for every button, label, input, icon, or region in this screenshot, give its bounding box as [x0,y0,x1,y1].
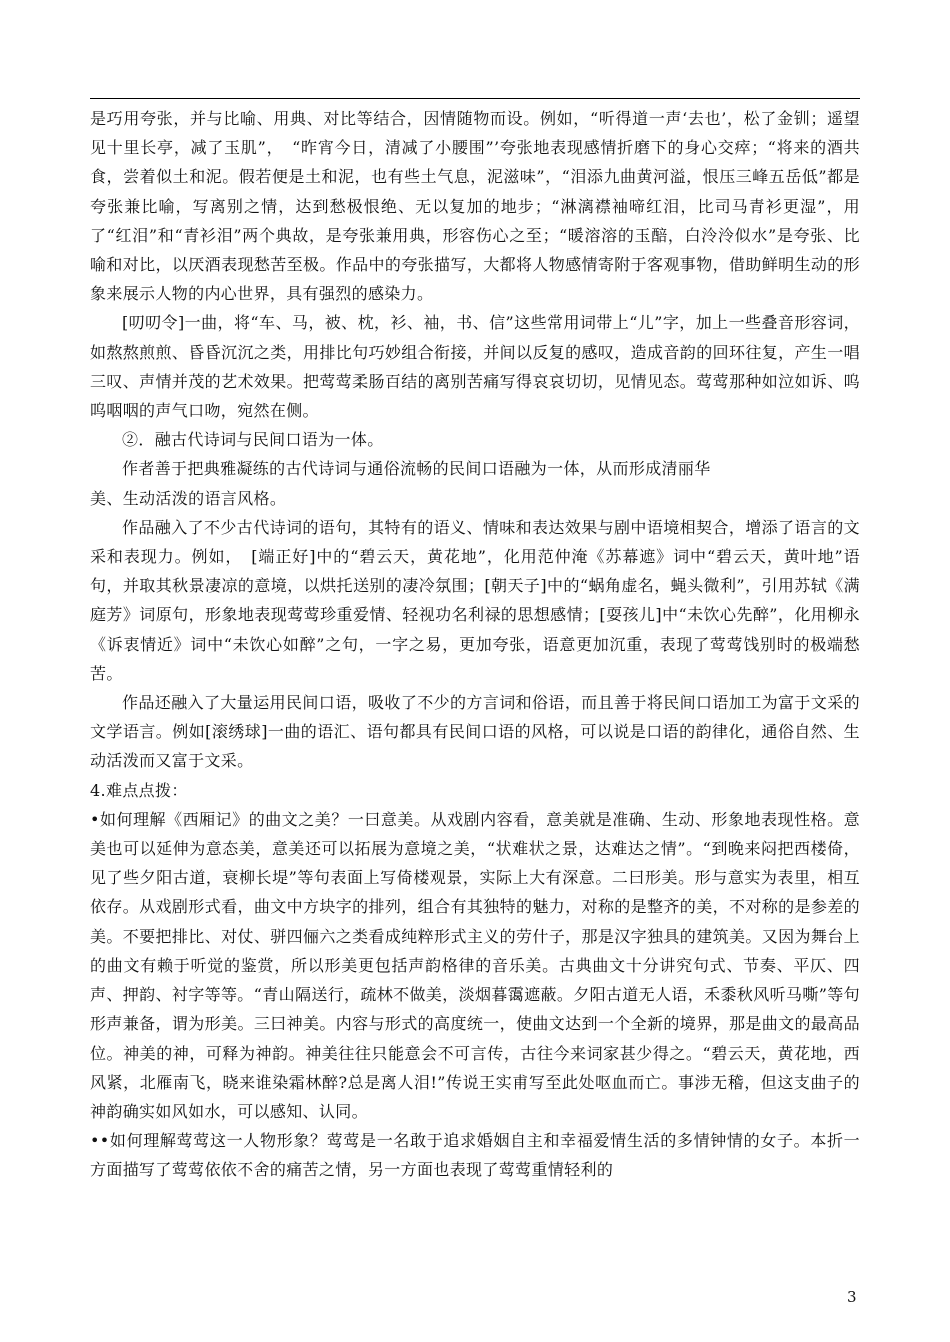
section-heading-difficulties: 4.难点点拨： [90,780,188,800]
header-rule [90,98,860,99]
paragraph-style-intro-continued: 美、生动活泼的语言风格。 [90,488,287,508]
paragraph-style-intro: 作者善于把典雅凝练的古代诗词与通俗流畅的民间口语融为一体，从而形成清丽华 [122,459,711,479]
paragraph-yingying-character: ••如何理解莺莺这一人物形象？莺莺是一名敢于追求婚姻自主和幸福爱情生活的多情钟情的女子。本折一方面描写了莺莺依依不舍的痛苦之情，另一方面也表现了莺莺重情轻利的 [90,1131,860,1180]
paragraph-beauty-of-lyrics: •如何理解《西厢记》的曲文之美？一曰意美。从戏剧内容看，意美就是准确、生动、形象地表现性格。意美也可以延伸为意态美，意美还可以拓展为意境之美，“状难状之景，达难达之情”。“到晚来闷把西楼倚，见了些夕阳古道，衰柳长堤”等句表面上写倚楼观景，实际上大有深意。二曰形美。形与意实为表里，相互依存。从戏剧形式看，曲文中方块字的排列，组合有其独特的魅力，对称的是整齐的美，不对称的是参差的美。不要把排比、对仗、骈四俪六之类看成纯粹形式主义的劳什子，那是汉字独具的建筑美。又因为舞台上的曲文有赖于听觉的鉴赏，所以形美更包括声韵格律的音乐美。古典曲文十分讲究句式、节奏、平仄、四声、押韵、衬字等等。“青山隔送行，疏林不做美，淡烟暮霭遮蔽。夕阳古道无人语，禾黍秋风听马嘶”等句形声兼备，谓为形美。三曰神美。内容与形式的高度统一，使曲文达到一个全新的境界，那是曲文的最高品位。神美的神，可释为神韵。神美往往只能意会不可言传，古往今来词家甚少得之。“碧云天，黄花地，西风紧，北雁南飞，晓来谁染霜林醉?总是离人泪!”传说王实甫写至此处呕血而亡。事涉无稽，但这支曲子的神韵确实如风如水，可以感知、认同。 [90,809,860,1121]
body-text [90,104,860,1185]
paragraph-colloquial-language: 作品还融入了大量运用民间口语，吸收了不少的方言词和俗语，而且善于将民间口语加工为富于文采的文学语言。例如[滚绣球]一曲的语汇、语句都具有民间口语的风格，可以说是口语的韵律化，通俗自然、生动活泼而又富于文采。 [90,693,860,771]
section-heading-poetry-colloquial: ②．融古代诗词与民间口语为一体。 [122,430,384,450]
paragraph-daodaoling: [叨叨令]一曲，将“车、马，被、枕，衫、袖，书、信”这些常用词带上“儿”字，加上一些叠音形容词，如熬熬煎煎、昏昏沉沉之类，用排比句巧妙组合衔接，并间以反复的感叹，造成音韵的回环往复，产生一唱三叹、声情并茂的艺术效果。把莺莺柔肠百结的离别苦痛写得哀哀切切，见情见态。莺莺那种如泣如诉、呜呜咽咽的声气口吻，宛然在侧。 [90,313,860,421]
paragraph-classical-poetry: 作品融入了不少古代诗词的语句，其特有的语义、情味和表达效果与剧中语境相契合，增添了语言的文采和表现力。例如， [端正好]中的“碧云天，黄花地”，化用范仲淹《苏幕遮》词中“碧云天，黄叶地”语句，并取其秋景凄凉的意境，以烘托送别的凄冷氛围；[朝天子]中的“蜗角虚名，蝇头微利”，引用苏轼《满庭芳》词原句，形象地表现莺莺珍重爱情、轻视功名利禄的思想感情；[耍孩儿]中“未饮心先醉”，化用柳永《诉衷情近》词中“未饮心如醉”之句，一字之易，更加夸张，语意更加沉重，表现了莺莺饯别时的极端愁苦。 [90,517,860,683]
paragraph-hyperbole: 是巧用夸张，并与比喻、用典、对比等结合，因情随物而设。例如，“听得道一声‘去也’，松了金钏；遥望见十里长亭，减了玉肌”， “昨宵今日，清减了小腰围”’夸张地表现感情折磨下的身心交瘁；“将来的酒共食，尝着似土和泥。假若便是土和泥，也有些土气息，泥滋味”，“泪添九曲黄河溢，恨压三峰五岳低”都是夸张兼比喻，写离别之情，达到愁极恨绝、无以复加的地步；“淋漓襟袖啼红泪，比司马青衫更湿”，用了“红泪”和“青衫泪”两个典故，是夸张兼用典，形容伤心之至；“暖溶溶的玉醅，白泠泠似水”是夸张、比喻和对比，以厌酒表现愁苦至极。作品中的夸张描写，大都将人物感情寄附于客观事物，借助鲜明生动的形象来展示人物的内心世界，具有强烈的感染力。 [90,109,860,304]
page-number: 3 [847,1288,857,1306]
